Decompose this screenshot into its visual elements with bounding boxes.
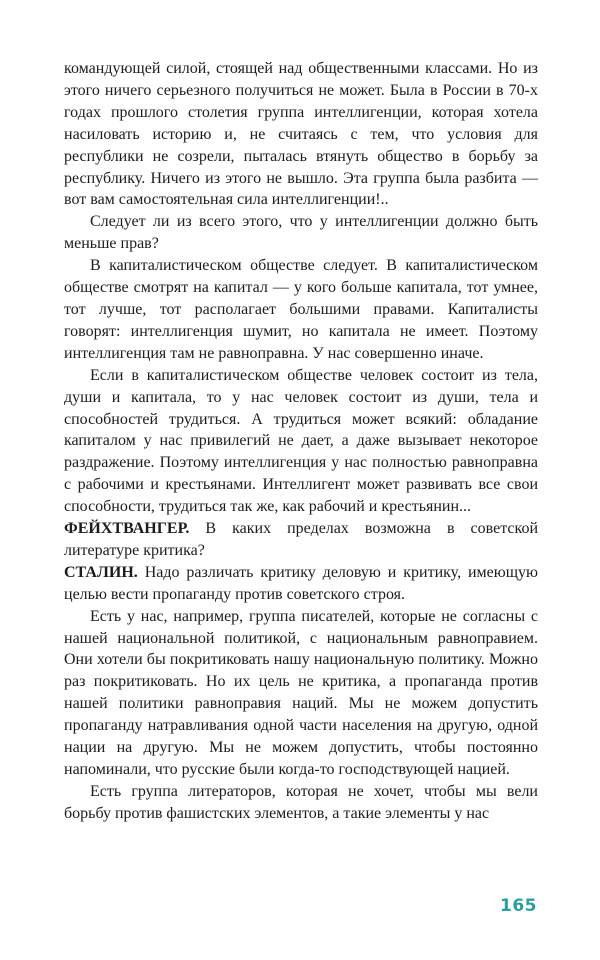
- paragraph: [64, 255, 538, 365]
- paragraph-text: В капиталистическом обществе следует. В капиталистическом обществе смотрят на капитал — у кого больше капитала, тот умнее, тот лучше, тот располагает большими правами. Капиталисты говорят: интеллигенция шумит, но капитала не имеет. Поэтому интеллигенция там не равноправна. У нас совершенно иначе.: [64, 257, 538, 362]
- paragraph-text: Надо различать критику деловую и критику, имеющую целью вести пропаганду против советского строя.: [64, 563, 539, 603]
- paragraph-text: Есть у нас, например, группа писателей, которые не согласны с нашей национальной политикой, с национальным равноправием. Они хотели бы покритиковать нашу национальную политику. Можно раз покритиковать. Но их цель не критика, а пропаганда против нашей политики равноправия наций. Мы не можем допустить пропаганду натравливания одной части населения на другую, одной нации на другую. Мы не можем допустить, чтобы постоянно напоминали, что русские были когда-то господствующей нацией.: [64, 607, 538, 778]
- paragraph: [64, 781, 538, 825]
- paragraph-text: В каких пределах возможна в советской литературе критика?: [64, 520, 538, 559]
- paragraph: [64, 606, 538, 781]
- paragraph-text: Есть группа литераторов, которая не хочет, чтобы мы вели борьбу против фашистских элементов, а такие элементы у нас: [64, 782, 538, 822]
- paragraph-stalin: [64, 562, 538, 606]
- speaker-name: ФЕЙХТВАНГЕР.: [64, 520, 190, 538]
- paragraph-text: Следует ли из всего этого, что у интеллигенции должно быть меньше прав?: [64, 213, 538, 253]
- paragraph-text: командующей силой, стоящей над общественными классами. Но из этого ничего серьезного получиться не может. Была в России в 70-х годах прошлого столетия группа интеллигенции, которая хотела насиловать историю и, не считаясь с тем, что условия для республики не созрели, пыталась втянуть общество в борьбу за республику. Ничего из этого не вышло. Эта группа была разбита — вот вам самостоятельная сила интеллигенции!..: [64, 60, 538, 209]
- paragraph-feuchtwanger: [64, 518, 538, 562]
- paragraph-text: Если в капиталистическом обществе человек состоит из тела, души и капитала, то у нас человек состоит из души, тела и способностей трудиться. А трудиться может всякий: обладание капиталом у нас привилегий не дает, а даже вызывает некоторое раздражение. Поэтому интеллигенция у нас полностью равноправна с рабочими и крестьянами. Интеллигент может развивать все свои способности, трудиться так же, как рабочий и крестьянин...: [64, 366, 538, 516]
- paragraph: [64, 58, 538, 211]
- speaker-name: СТАЛИН.: [64, 563, 138, 581]
- paragraph: [64, 211, 538, 255]
- page-number: 165: [500, 896, 537, 916]
- paragraph: [64, 365, 538, 518]
- page-text: [64, 58, 538, 825]
